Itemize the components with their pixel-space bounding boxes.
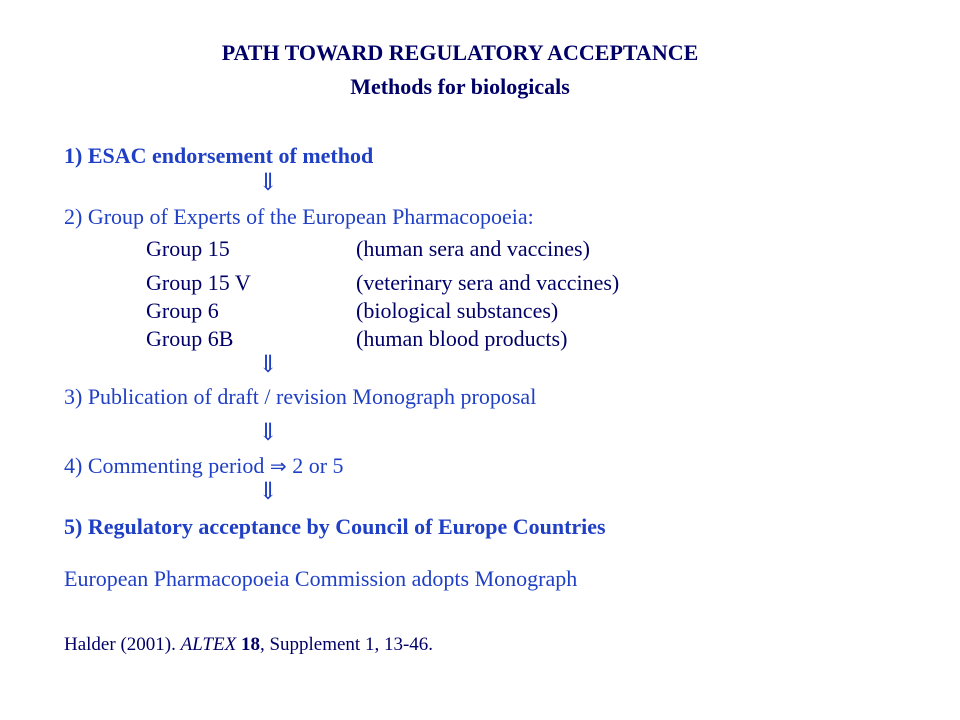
citation-pages: , Supplement 1, 13-46.: [259, 634, 434, 655]
group-description: (human sera and vaccines): [356, 236, 590, 261]
group-name: Group 15 V: [146, 270, 251, 295]
group-description: (human blood products): [356, 326, 568, 351]
citation-authors: Halder (2001).: [64, 634, 181, 655]
page-subtitle: Methods for biologicals: [350, 74, 570, 99]
step-4-commenting-period: [64, 453, 344, 479]
down-arrow-icon: ⇓: [258, 420, 279, 446]
citation-journal: ALTEX: [180, 634, 237, 655]
page-title: PATH TOWARD REGULATORY ACCEPTANCE: [221, 40, 699, 65]
group-name: Group 15: [146, 236, 230, 261]
group-row: [146, 270, 620, 296]
group-name: Group 6B: [146, 326, 234, 351]
group-row: [146, 298, 559, 324]
step-5-note: European Pharmacopoeia Commission adopts Monograph: [64, 566, 578, 591]
step-4-options: 2 or 5: [286, 453, 344, 478]
down-arrow-icon: ⇓: [258, 170, 279, 196]
citation: [64, 634, 433, 656]
step-4-label: 4) Commenting period: [64, 453, 265, 478]
down-arrow-icon: ⇓: [258, 479, 279, 505]
down-arrow-icon: ⇓: [258, 352, 279, 378]
step-1-esac-endorsement: 1) ESAC endorsement of method: [64, 143, 374, 168]
group-description: (veterinary sera and vaccines): [356, 270, 620, 295]
step-3-publication: 3) Publication of draft / revision Monograph proposal: [64, 384, 537, 409]
citation-volume: 18: [236, 634, 260, 655]
group-name: Group 6: [146, 298, 219, 323]
step-2-group-of-experts: 2) Group of Experts of the European Pharmacopoeia:: [64, 204, 534, 229]
group-row: [146, 236, 590, 262]
group-description: (biological substances): [356, 298, 559, 323]
step-5-regulatory-acceptance: 5) Regulatory acceptance by Council of Europe Countries: [64, 514, 606, 539]
right-arrow-icon: ⇒: [269, 454, 287, 478]
group-row: [146, 326, 568, 352]
